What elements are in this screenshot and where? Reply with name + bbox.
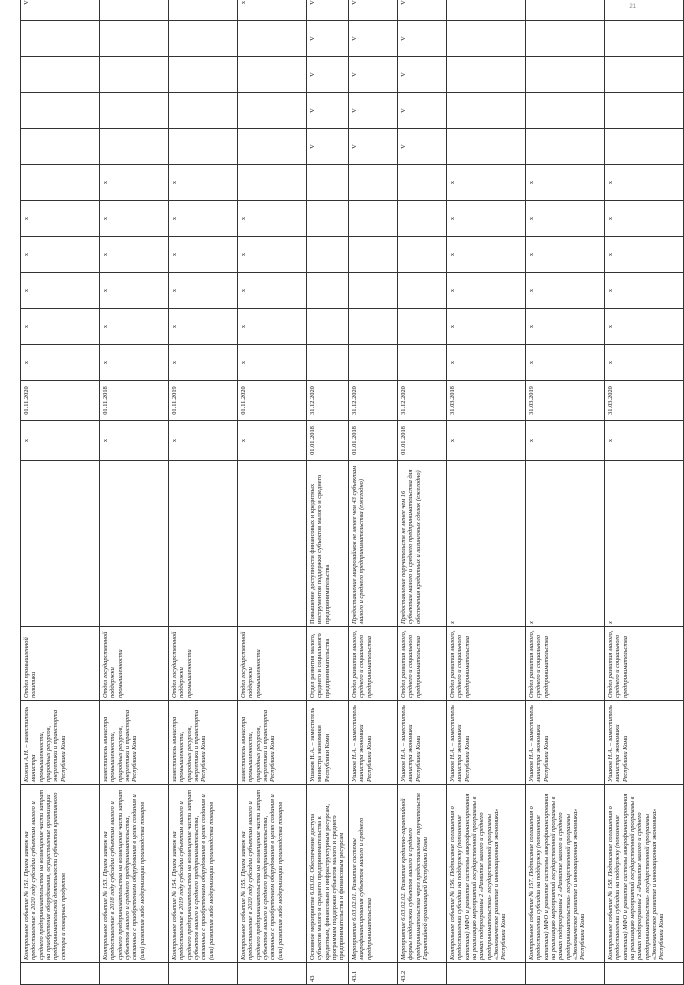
schedule-mark-cell: х <box>100 165 169 201</box>
schedule-mark-cell: х <box>238 273 307 309</box>
start-date-cell: х <box>604 421 683 461</box>
responsible-person-cell: Ушаков Н.А. – заместитель министра экономики Республики Коми <box>604 701 683 785</box>
schedule-mark-cell <box>21 21 100 57</box>
schedule-mark-cell <box>397 345 446 381</box>
schedule-mark-cell <box>446 0 525 21</box>
schedule-mark-cell <box>397 309 446 345</box>
row-number-cell: 43.1 <box>348 963 397 985</box>
schedule-mark-cell: х <box>169 309 238 345</box>
schedule-mark-cell: х <box>604 201 683 237</box>
schedule-mark-cell <box>604 21 683 57</box>
end-date-cell: 31.03.2020 <box>604 381 683 421</box>
end-date-cell: 01.11.2019 <box>169 381 238 421</box>
schedule-mark-cell: V <box>307 57 349 93</box>
schedule-mark-cell <box>397 201 446 237</box>
schedule-mark-cell <box>604 0 683 21</box>
schedule-mark-cell <box>21 57 100 93</box>
schedule-mark-cell: х <box>446 309 525 345</box>
executor-cell: Отдел промышленной политики <box>21 627 100 701</box>
schedule-mark-cell <box>307 165 349 201</box>
schedule-mark-cell: V <box>397 0 446 21</box>
responsible-person-cell: Ушаков Н.А. – заместитель министра экономики Республики Коми <box>446 701 525 785</box>
schedule-mark-cell: V <box>21 0 100 21</box>
schedule-mark-cell: V <box>307 0 349 21</box>
schedule-mark-cell <box>100 21 169 57</box>
schedule-mark-cell: х <box>238 201 307 237</box>
table-row <box>397 0 446 985</box>
event-name-cell: Контрольное событие № 156. Подписание соглашения о предоставлении субсидии на поддержку (пополнение капитала) МФО и развитие системы микрофинансирования на реализацию мероприятий государственной программы в рамках подпрограммы 2 «Развитие малого и среднего предпринимательства» государственной программы «Экономическое развитие и инновационная экономика» Республики Коми <box>446 785 525 963</box>
schedule-mark-cell: х <box>446 345 525 381</box>
schedule-mark-cell: х <box>238 237 307 273</box>
event-name-cell: Контрольное событие № 151. Прием заявок на предоставление в 2020 году субсидии субъектам малого и среднего предпринимательства на возмещение части затрат на приобретение оборудования, осуществление организации предпринимательской деятельности субъектов креативного сектора и товарных продуктов <box>21 785 100 963</box>
executor-cell: Отдел государственной поддержки промышленности <box>100 627 169 701</box>
table-row <box>348 0 397 985</box>
end-date-cell: 01.11.2020 <box>21 381 100 421</box>
start-date-cell: х <box>238 421 307 461</box>
schedule-mark-cell: х <box>169 345 238 381</box>
schedule-mark-cell: х <box>169 201 238 237</box>
responsible-person-cell: Ушаков Н.А. – заместитель министра экономики Республики Коми <box>348 701 397 785</box>
schedule-mark-cell: V <box>348 57 397 93</box>
schedule-mark-cell <box>604 129 683 165</box>
start-date-cell: х <box>100 421 169 461</box>
executor-cell: Отдел развития малого, среднего и социального предпринимательства <box>307 627 349 701</box>
schedule-mark-cell <box>525 0 604 21</box>
end-date-cell: 31.12.2020 <box>307 381 349 421</box>
schedule-mark-cell: х <box>525 237 604 273</box>
schedule-mark-cell <box>100 57 169 93</box>
row-number-cell <box>604 963 683 985</box>
schedule-mark-cell <box>100 0 169 21</box>
schedule-mark-cell <box>348 165 397 201</box>
schedule-mark-cell: х <box>100 273 169 309</box>
schedule-mark-cell <box>348 237 397 273</box>
action-plan-table <box>20 0 684 985</box>
end-date-cell: 31.12.2020 <box>397 381 446 421</box>
event-name-cell: Основное мероприятие 6.03.02. Обеспечение доступа субъектов малого и среднего предпринимательства к кредитным, финансовым и инфраструктурным ресурсам, программам поддержки субъектов малого и среднего предпринимательства и финансовым ресурсам <box>307 785 349 963</box>
schedule-mark-cell: х <box>21 309 100 345</box>
event-name-cell: Контрольное событие № 157. Подписание соглашения о предоставлении субсидии на поддержку (пополнение капитала) МФО и развитие системы микрофинансирования на реализацию мероприятий государственной программы в рамках подпрограммы 2 «Развитие малого и среднего предпринимательства» государственной программы «Экономическое развитие и инновационная экономика» Республики Коми <box>525 785 604 963</box>
schedule-mark-cell: х <box>100 309 169 345</box>
schedule-mark-cell: V <box>397 57 446 93</box>
schedule-mark-cell: х <box>525 345 604 381</box>
schedule-mark-cell <box>307 201 349 237</box>
schedule-mark-cell: V <box>307 129 349 165</box>
start-date-cell: 01.01.2018 <box>348 421 397 461</box>
table-body <box>21 0 684 985</box>
row-number-cell <box>169 963 238 985</box>
schedule-mark-cell: х <box>238 309 307 345</box>
event-name-cell: Контрольное событие № 155. Прием заявок на предоставление в 2020 году субсидии субъектам малого и среднего предпринимательства на возмещение части затрат субъектов малого и среднего предпринимательства, связанных с приобретением оборудования в целях создания и (или) развития либо модернизации производства товаров <box>238 785 307 963</box>
schedule-mark-cell: х <box>21 273 100 309</box>
table-row <box>307 0 349 985</box>
row-number-cell <box>238 963 307 985</box>
schedule-mark-cell <box>307 309 349 345</box>
schedule-mark-cell: х <box>525 309 604 345</box>
schedule-mark-cell <box>238 57 307 93</box>
schedule-mark-cell <box>238 129 307 165</box>
executor-cell: Отдел развития малого, среднего и социального предпринимательства <box>525 627 604 701</box>
schedule-mark-cell: х <box>100 201 169 237</box>
start-date-cell: х <box>21 421 100 461</box>
schedule-mark-cell: V <box>348 0 397 21</box>
expected-result-cell: Предоставление поручительств не менее чем 16 субъектам малого и среднего предпринимательства для обеспечения кредитных и лизинговых сделок (ежегодно) <box>397 461 446 627</box>
schedule-mark-cell <box>446 57 525 93</box>
row-number-cell: 43.2 <box>397 963 446 985</box>
end-date-cell: 31.03.2018 <box>446 381 525 421</box>
expected-result-cell <box>100 461 169 627</box>
responsible-person-cell: заместитель министра промышленности, природных ресурсов, энергетики и транспорта Республики Коми <box>100 701 169 785</box>
executor-cell: Отдел государственной поддержки промышленности <box>238 627 307 701</box>
schedule-mark-cell <box>446 93 525 129</box>
schedule-mark-cell <box>348 273 397 309</box>
schedule-mark-cell: х <box>446 201 525 237</box>
schedule-mark-cell <box>238 165 307 201</box>
expected-result-cell: х <box>604 461 683 627</box>
responsible-person-cell: заместитель министра промышленности, природных ресурсов, энергетики и транспорта Республики Коми <box>169 701 238 785</box>
executor-cell: Отдел государственной поддержки промышленности <box>169 627 238 701</box>
event-name-cell: Контрольное событие № 154. Прием заявок на предоставление в 2019 году субсидии субъектам малого и среднего предпринимательства на возмещение части затрат субъектов малого и среднего предпринимательства, связанных с приобретением оборудования в целях создания и (или) развития либо модернизации производства товаров <box>169 785 238 963</box>
schedule-mark-cell <box>348 201 397 237</box>
schedule-mark-cell <box>397 237 446 273</box>
end-date-cell: 01.11.2020 <box>238 381 307 421</box>
row-number-cell <box>446 963 525 985</box>
end-date-cell: 31.03.2019 <box>525 381 604 421</box>
schedule-mark-cell: х <box>525 165 604 201</box>
schedule-mark-cell <box>21 165 100 201</box>
schedule-mark-cell: х <box>525 201 604 237</box>
table-row <box>446 0 525 985</box>
schedule-mark-cell: V <box>397 21 446 57</box>
row-number-cell: 43 <box>307 963 349 985</box>
schedule-mark-cell <box>525 21 604 57</box>
schedule-mark-cell: х <box>169 165 238 201</box>
schedule-mark-cell: х <box>21 201 100 237</box>
schedule-mark-cell: х <box>169 273 238 309</box>
schedule-mark-cell <box>169 0 238 21</box>
executor-cell: Отдел развития малого, среднего и социального предпринимательства <box>397 627 446 701</box>
schedule-mark-cell: х <box>604 345 683 381</box>
expected-result-cell: х <box>446 461 525 627</box>
schedule-mark-cell: V <box>348 129 397 165</box>
end-date-cell: 01.11.2018 <box>100 381 169 421</box>
schedule-mark-cell: х <box>21 237 100 273</box>
event-name-cell: Мероприятие 6.03.02.02. Развитие кредитно-гарантийной формы поддержки субъектов малого и среднего предпринимательства через предоставление поручительств Гарантийной организацией Республики Коми <box>397 785 446 963</box>
schedule-mark-cell: х <box>169 237 238 273</box>
schedule-mark-cell <box>446 129 525 165</box>
schedule-mark-cell <box>307 345 349 381</box>
schedule-mark-cell <box>100 93 169 129</box>
schedule-mark-cell <box>169 21 238 57</box>
schedule-mark-cell <box>21 129 100 165</box>
schedule-mark-cell <box>238 21 307 57</box>
row-number-cell <box>525 963 604 985</box>
row-number-cell <box>100 963 169 985</box>
schedule-mark-cell: х <box>100 345 169 381</box>
executor-cell: Отдел развития малого, среднего и социального предпринимательства <box>446 627 525 701</box>
schedule-mark-cell <box>348 345 397 381</box>
schedule-mark-cell <box>100 129 169 165</box>
schedule-mark-cell: V <box>307 21 349 57</box>
event-name-cell: Контрольное событие № 158. Подписание соглашения о предоставлении субсидии на поддержку (пополнение капитала) МФО и развитие системы микрофинансирования на реализацию мероприятий государственной программы в рамках подпрограммы 2 «Развитие малого и среднего предпринимательства» государственной программы «Экономическое развитие и инновационная экономика» Республики Коми <box>604 785 683 963</box>
expected-result-cell <box>169 461 238 627</box>
table-row <box>604 0 683 985</box>
schedule-mark-cell: х <box>604 273 683 309</box>
table-row <box>169 0 238 985</box>
schedule-mark-cell <box>307 237 349 273</box>
table-row <box>525 0 604 985</box>
schedule-mark-cell: х <box>525 273 604 309</box>
schedule-mark-cell: х <box>604 309 683 345</box>
expected-result-cell <box>21 461 100 627</box>
schedule-mark-cell <box>21 93 100 129</box>
schedule-mark-cell <box>169 93 238 129</box>
schedule-mark-cell: х <box>100 237 169 273</box>
schedule-mark-cell: V <box>348 21 397 57</box>
responsible-person-cell: Ушаков Н.А. – заместитель министра экономики Республики Коми <box>397 701 446 785</box>
row-number-cell <box>21 963 100 985</box>
schedule-mark-cell: х <box>21 345 100 381</box>
expected-result-cell: Предоставление микрозаймов не менее чем 43 субъектам малого и среднего предпринимательства (ежегодно) <box>348 461 397 627</box>
schedule-mark-cell <box>446 21 525 57</box>
expected-result-cell <box>238 461 307 627</box>
schedule-mark-cell <box>525 93 604 129</box>
schedule-mark-cell: х <box>238 0 307 21</box>
schedule-mark-cell: х <box>446 273 525 309</box>
executor-cell: Отдел развития малого, среднего и социального предпринимательства <box>604 627 683 701</box>
responsible-person-cell: заместитель министра промышленности, природных ресурсов, энергетики и транспорта Республики Коми <box>238 701 307 785</box>
schedule-mark-cell <box>169 129 238 165</box>
responsible-person-cell: Ушаков Н.А. – заместитель министра экономики Республики Коми <box>525 701 604 785</box>
schedule-mark-cell <box>397 273 446 309</box>
schedule-mark-cell <box>525 129 604 165</box>
schedule-mark-cell: х <box>238 345 307 381</box>
event-name-cell: Контрольное событие № 153. Прием заявок на предоставление в 2018 году субсидии субъектам малого и среднего предпринимательства на возмещение части затрат субъектов малого и среднего предпринимательства, связанных с приобретением оборудования в целях создания и (или) развития либо модернизации производства товаров <box>100 785 169 963</box>
schedule-mark-cell <box>348 309 397 345</box>
start-date-cell: х <box>446 421 525 461</box>
schedule-mark-cell: х <box>446 237 525 273</box>
expected-result-cell: х <box>525 461 604 627</box>
schedule-mark-cell <box>604 57 683 93</box>
start-date-cell: х <box>525 421 604 461</box>
schedule-mark-cell <box>397 165 446 201</box>
schedule-mark-cell: х <box>446 165 525 201</box>
expected-result-cell: Повышение доступности финансовых и кредитных инструментов поддержки субъектов малого и среднего предпринимательства <box>307 461 349 627</box>
schedule-mark-cell: х <box>604 237 683 273</box>
table-row <box>238 0 307 985</box>
table-row <box>21 0 100 985</box>
end-date-cell: 31.12.2020 <box>348 381 397 421</box>
page-corner-mark: 21 <box>629 4 636 10</box>
responsible-person-cell: Кожин А.Н. – заместитель министра промышленности, природных ресурсов, энергетики и транспорта Республики Коми <box>21 701 100 785</box>
start-date-cell: х <box>169 421 238 461</box>
start-date-cell: 01.01.2018 <box>307 421 349 461</box>
schedule-mark-cell: V <box>397 129 446 165</box>
schedule-mark-cell <box>525 57 604 93</box>
executor-cell: Отдел развития малого, среднего и социального предпринимательства <box>348 627 397 701</box>
schedule-mark-cell: х <box>604 165 683 201</box>
event-name-cell: Мероприятие 6.03.02.01. Развитие системы микрофинансирования субъектов малого и среднего предпринимательства <box>348 785 397 963</box>
schedule-mark-cell: V <box>307 93 349 129</box>
schedule-mark-cell <box>307 273 349 309</box>
start-date-cell: 01.01.2018 <box>397 421 446 461</box>
schedule-mark-cell <box>169 57 238 93</box>
schedule-mark-cell: V <box>397 93 446 129</box>
schedule-mark-cell: V <box>348 93 397 129</box>
table-row <box>100 0 169 985</box>
schedule-mark-cell <box>238 93 307 129</box>
schedule-mark-cell <box>604 93 683 129</box>
responsible-person-cell: Ушаков Н.А. – заместитель министра экономики Республики Коми <box>307 701 349 785</box>
